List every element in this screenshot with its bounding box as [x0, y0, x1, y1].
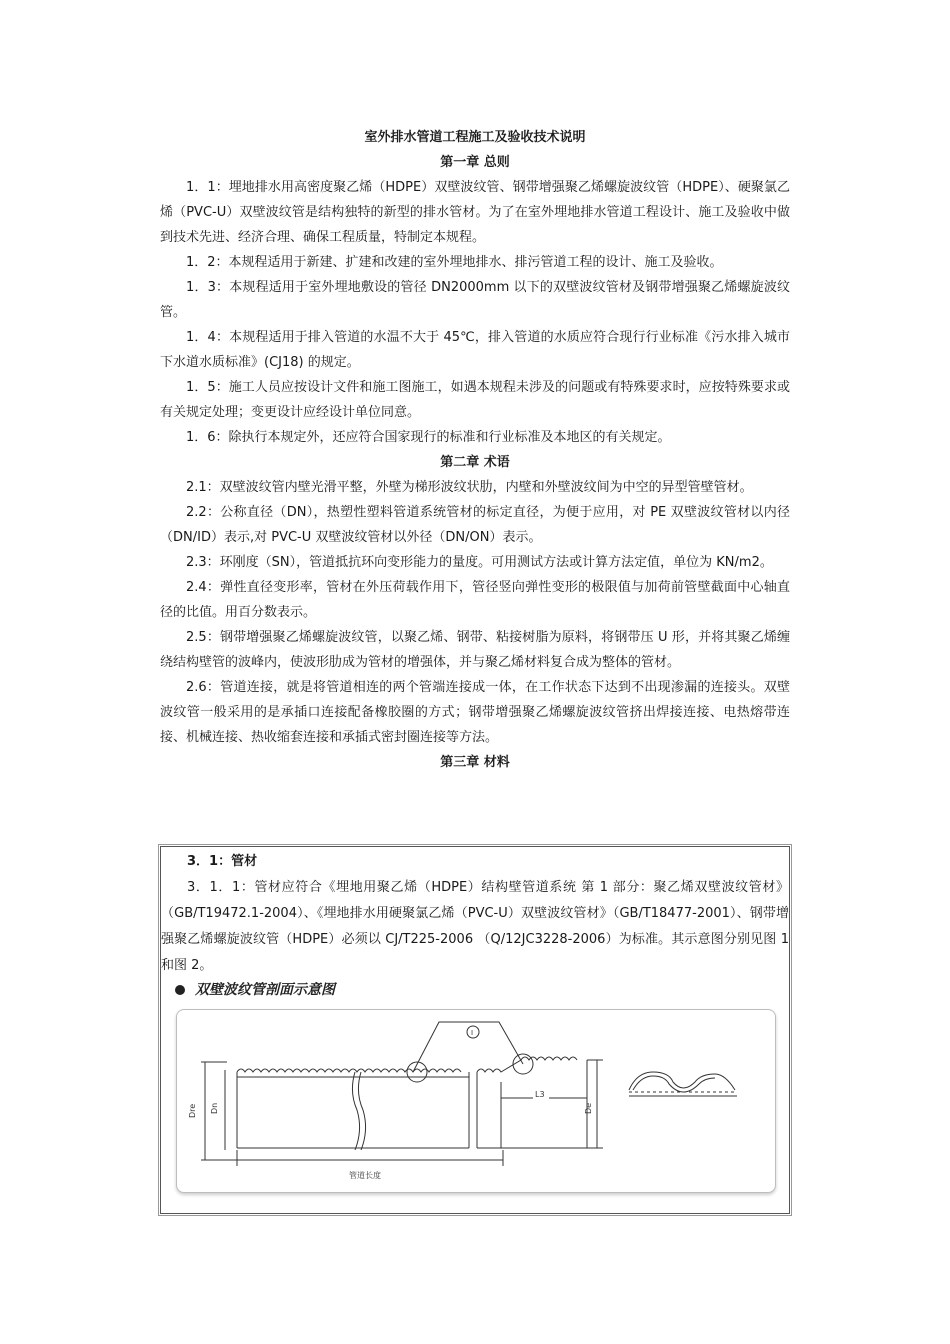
- figure-title-text: 双壁波纹管剖面示意图: [195, 982, 335, 998]
- paragraph-2-5: 2.5：钢带增强聚乙烯螺旋波纹管，以聚乙烯、钢带、粘接树脂为原料，将钢带压 U 形，并将其聚乙烯缠绕结构壁管的波峰内，使波形肋成为管材的增强体，并与聚乙烯材料复合成为整体的管材。: [160, 630, 790, 670]
- bullet-icon: [175, 985, 185, 995]
- paragraph-1-3: 1．3：本规程适用于室外埋地敷设的管径 DN2000mm 以下的双壁波纹管材及钢带增强聚乙烯螺旋波纹管。: [160, 280, 790, 320]
- paragraph-3-1-1: 3．1．1：管材应符合《埋地用聚乙烯（HDPE）结构壁管道系统 第 1 部分：聚乙烯双壁波纹管材》（GB/T19472.1-2004）、《埋地排水用硬聚氯乙烯（PVC-U）双壁波纹管材》（GB/T18477-2001）、钢带增强聚乙烯螺旋波纹管（HDPE）必须以 CJ/T225-2006 （Q/12JC3228-2006）为标准。其示意图分别见图 1 和图 2。: [161, 880, 789, 973]
- label-de: De: [584, 1102, 593, 1114]
- paragraph-1-1: 1．1：埋地排水用高密度聚乙烯（HDPE）双壁波纹管、钢带增强聚乙烯螺旋波纹管（HDPE）、硬聚氯乙烯（PVC-U）双壁波纹管是结构独特的新型的排水管材。为了在室外埋地排水管道工程设计、施工及验收中做到技术先进、经济合理、确保工程质量，特制定本规程。: [160, 180, 790, 245]
- label-dn: Dn: [210, 1102, 219, 1114]
- figure-title: [175, 979, 335, 999]
- paragraph-1-4: 1．4：本规程适用于排入管道的水温不大于 45℃，排入管道的水质应符合现行行业标准《污水排入城市下水道水质标准》(CJ18) 的规定。: [160, 330, 790, 370]
- document-title: 室外排水管道工程施工及验收技术说明: [364, 130, 586, 145]
- label-dre: Dre: [188, 1103, 197, 1118]
- paragraph-2-3: 2.3：环刚度（SN），管道抵抗环向变形能力的量度。可用测试方法或计算方法定值，单位为 KN/m2。: [186, 555, 773, 570]
- label-l3: L3: [535, 1090, 545, 1099]
- paragraph-1-5: 1．5：施工人员应按设计文件和施工图施工，如遇本规程未涉及的问题或有特殊要求时，应按特殊要求或有关规定处理；变更设计应经设计单位同意。: [160, 380, 790, 420]
- paragraph-2-6: 2.6：管道连接，就是将管道相连的两个管端连接成一体，在工作状态下达到不出现渗漏的连接头。双壁波纹管一般采用的是承插口连接配备橡胶圈的方式；钢带增强聚乙烯螺旋波纹管挤出焊接连接、电热熔带连接、机械连接、热收缩套连接和承插式密封圈连接等方法。: [160, 680, 790, 745]
- document-page: [160, 126, 790, 775]
- chapter-3-heading: 第三章 材料: [440, 755, 510, 770]
- section-3-1-heading: 3．1：管材: [187, 854, 258, 869]
- materials-box: [160, 846, 790, 1214]
- chapter-1-heading: 第一章 总则: [440, 155, 510, 170]
- paragraph-2-2: 2.2：公称直径（DN），热塑性塑料管道系统管材的标定直径，为便于应用，对 PE 双壁波纹管材以内径（DN/ID）表示,对 PVC-U 双壁波纹管材以外径（DN/ON）表示。: [160, 505, 790, 545]
- paragraph-2-4: 2.4：弹性直径变形率，管材在外压荷载作用下，管径竖向弹性变形的极限值与加荷前管壁截面中心轴直径的比值。用百分数表示。: [160, 580, 790, 620]
- label-detail: I: [471, 1029, 474, 1037]
- label-pipe-length: 管道长度: [349, 1171, 381, 1180]
- chapter-2-heading: 第二章 术语: [440, 455, 510, 470]
- paragraph-1-6: 1．6：除执行本规定外，还应符合国家现行的标准和行业标准及本地区的有关规定。: [186, 430, 671, 445]
- paragraph-1-2: 1．2：本规程适用于新建、扩建和改建的室外埋地排水、排污管道工程的设计、施工及验收。: [186, 255, 723, 270]
- pipe-section-figure: [176, 1009, 776, 1193]
- paragraph-2-1: 2.1：双壁波纹管内壁光滑平整，外壁为梯形波纹状肋，内壁和外壁波纹间为中空的异型管壁管材。: [186, 480, 753, 495]
- pipe-section-drawing: [177, 1010, 775, 1192]
